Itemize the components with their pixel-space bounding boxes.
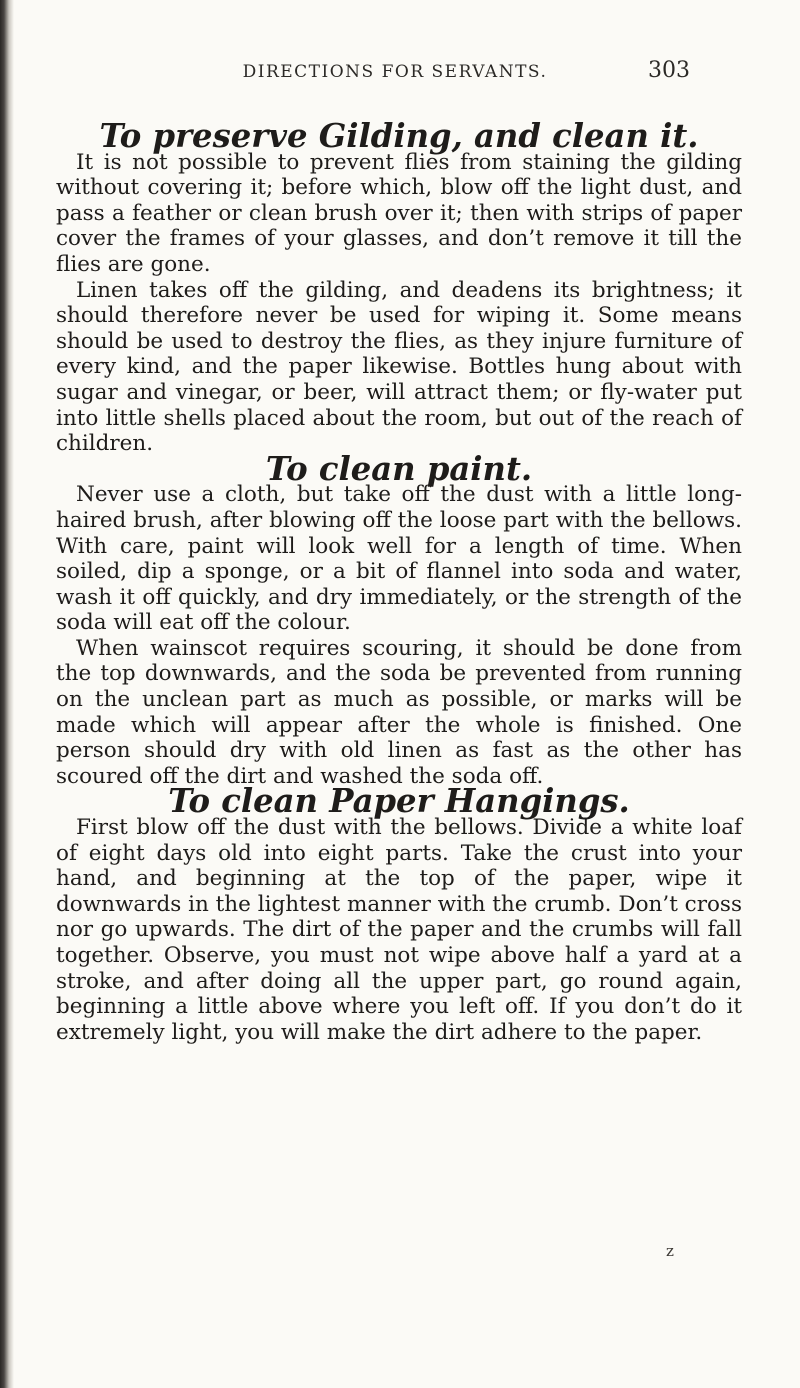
section-title-gilding: To preserve Gilding, and clean it. (99, 117, 699, 155)
running-head: DIRECTIONS FOR SERVANTS. (242, 62, 548, 82)
section-title-paint: To clean paint. (265, 449, 533, 488)
paragraph-paint-wainscot: When wainscot requires scouring, it should be done from the top downwards, and the soda be prevented from running on the unclean part as much as possible, or marks will be made which will appear after the whole is finished. One person should dry with old linen as fast as the other has scoured off the dirt and washed the soda off. (56, 635, 742, 789)
paragraph-gilding-linen: Linen takes off the gilding, and deadens its brightness; it should therefore never be used for wiping it. Some means should be used to destroy the flies, as they injure furniture of every kind, and the paper likewise. Bottles hung about with sugar and vinegar, or beer, will attract them; or fly-water put into little shells placed about the room, but out of the reach of children. (56, 277, 742, 457)
page-header (0, 58, 800, 92)
paragraph-gilding-flies: It is not possible to prevent flies from staining the gilding without covering it; before which, blow off the light dust, and pass a feather or clean brush over it; then with strips of paper cover the frames of your glasses, and don’t remove it till the flies are gone. (56, 149, 742, 277)
signature-mark: z (666, 1242, 674, 1260)
page-edge-shadow (0, 0, 14, 1388)
page-number: 303 (648, 58, 690, 83)
paragraph-paper-hangings: First blow off the dust with the bellows. Divide a white loaf of eight days old into eight parts. Take the crust into your hand, and beginning at the top of the paper, wipe it downwards in the lightest manner with the crumb. Don’t cross nor go upwards. The dirt of the paper and the crumbs will fall together. Observe, you must not wipe above half a yard at a stroke, and after doing all the upper part, go round again, beginning a little above where you left off. If you don’t do it extremely light, you will make the dirt adhere to the paper. (56, 815, 742, 1045)
section-title-paper-hangings: To clean Paper Hangings. (168, 782, 630, 821)
body-text (56, 117, 742, 1045)
paragraph-paint-brush: Never use a cloth, but take off the dust with a little long-haired brush, after blowing off the loose part with the bellows. With care, paint will look well for a length of time. When soiled, dip a sponge, or a bit of flannel into soda and water, wash it off quickly, and dry immediately, or the strength of the soda will eat off the colour. (56, 482, 742, 636)
